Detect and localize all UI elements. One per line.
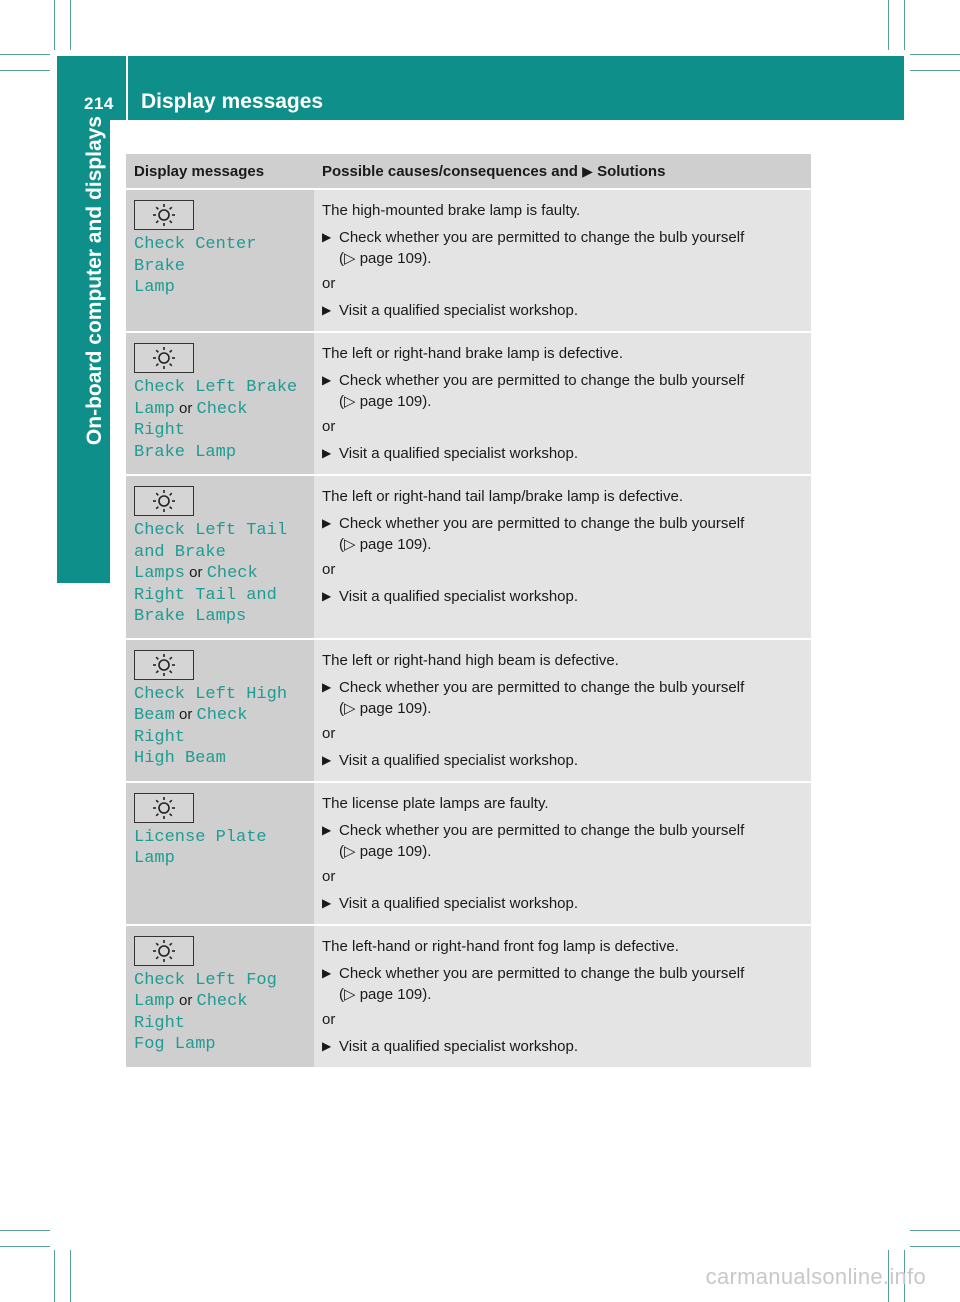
solution-step [322,750,803,771]
crop-mark [910,70,960,71]
display-message-line [134,542,306,564]
cause-text: The high-mounted brake lamp is faulty. [322,202,581,219]
solution-step [322,677,803,719]
message-text-segment: Lamps [134,564,186,583]
or-connector: or [185,564,207,581]
display-message-line [134,991,306,1034]
display-message-cell [126,332,314,475]
or-connector: or [174,706,197,723]
display-message-line [134,606,306,628]
message-text-segment: Check Left Fog [134,970,277,990]
display-message-line [134,563,306,585]
solution-cell [314,332,811,475]
table-row [126,639,811,782]
solution-cell [314,925,811,1068]
crop-mark [0,54,50,55]
crop-mark [70,0,71,50]
display-message-line [134,520,306,542]
page-header [57,56,904,120]
message-text-segment: Check Right [134,992,248,1033]
display-message-cell [126,475,314,639]
page-reference-link[interactable]: (▷ page 109). [339,536,432,553]
message-text-segment: and Brake [134,542,226,562]
page-reference-link[interactable]: (▷ page 109). [339,985,432,1003]
step-text: Check whether you are permitted to change the bulb yourself [339,515,745,532]
crop-mark [910,1230,960,1231]
message-text-segment: Check [206,564,258,583]
or-text: or [322,275,336,292]
step-arrow-icon: ▶ [322,679,332,694]
cause-text: The left or right-hand high beam is defective. [322,651,619,669]
or-text: or [322,418,336,435]
display-message-line [134,684,306,706]
bulb-icon [134,343,194,373]
step-text: Visit a qualified specialist workshop. [339,751,579,769]
step-arrow-icon: ▶ [322,230,332,244]
bulb-icon [134,200,194,230]
step-text: Check whether you are permitted to change the bulb yourself [339,821,745,839]
crop-mark [888,0,889,50]
display-message-line [134,748,306,770]
or-connector: or [174,399,197,417]
or-text: or [322,867,336,885]
display-message-line [134,705,306,748]
table-row [126,925,811,1068]
message-text-segment: Check Center Brake [134,235,257,276]
chapter-title: On-board computer and displays [83,116,106,446]
page-title: Display messages [141,90,324,113]
cause-text: The left or right-hand tail lamp/brake lamp is defective. [322,488,684,505]
bulb-icon-graphic [152,489,176,513]
step-text: Visit a qualified specialist workshop. [339,302,579,319]
crop-mark [70,1250,71,1302]
cause-text: The license plate lamps are faulty. [322,794,549,812]
crop-mark [0,70,50,71]
message-text-segment: Check Left Tail [134,521,288,540]
crop-mark [0,1230,50,1231]
solution-step [322,1036,803,1057]
display-message-text [134,827,306,870]
step-text: Check whether you are permitted to change the bulb yourself [339,964,745,982]
display-message-text [134,234,306,299]
solution-cell [314,475,811,639]
or-connector: or [174,992,197,1009]
table-header-row [126,154,811,189]
column-header-messages: Display messages [126,154,314,189]
display-message-line [134,442,306,464]
bulb-icon [134,936,194,966]
step-arrow-icon: ▶ [322,516,332,530]
display-message-line [134,234,306,277]
solution-step [322,227,803,269]
display-message-cell [126,639,314,782]
crop-mark [910,54,960,55]
display-message-line [134,585,306,607]
bulb-icon-graphic [152,203,176,227]
display-message-text [134,520,306,628]
solution-cell [314,639,811,782]
step-text: Visit a qualified specialist workshop. [339,588,579,605]
bulb-icon-graphic [152,939,176,963]
solution-step [322,893,803,914]
bulb-icon-graphic [152,653,176,677]
table-row [126,475,811,639]
solution-step [322,513,803,555]
step-text: Check whether you are permitted to change the bulb yourself [339,229,745,246]
solution-step [322,820,803,862]
message-text-segment: Check Left High [134,684,288,704]
message-text-segment: Check Right [134,706,248,747]
step-arrow-icon: ▶ [322,446,332,460]
or-text: or [322,1010,336,1028]
table-row [126,332,811,475]
column-header-solutions [314,154,811,189]
display-message-line [134,277,306,299]
step-text: Visit a qualified specialist workshop. [339,445,579,462]
bulb-icon-graphic [152,796,176,820]
step-arrow-icon: ▶ [322,373,332,387]
crop-mark [54,1250,55,1302]
display-message-line [134,1034,306,1056]
bulb-icon [134,486,194,516]
solution-cell [314,189,811,332]
display-message-line [134,399,306,442]
display-message-text [134,970,306,1056]
watermark: carmanualsonline.info [705,1264,926,1289]
display-message-text [134,684,306,770]
step-text: Visit a qualified specialist workshop. [339,1037,579,1055]
cause-text: The left-hand or right-hand front fog lamp is defective. [322,937,679,955]
display-message-cell [126,189,314,332]
step-arrow-icon: ▶ [322,303,332,317]
or-text: or [322,561,336,578]
display-message-line [134,970,306,992]
column-header-solutions-post: Solutions [597,162,666,180]
message-text-segment: Check Left Brake [134,378,298,397]
step-arrow-icon: ▶ [322,895,332,910]
solution-step [322,443,803,464]
arrow-icon: ▶ [582,162,593,179]
solution-step [322,300,803,321]
bulb-icon [134,793,194,823]
step-text: Check whether you are permitted to change the bulb yourself [339,678,745,696]
page-reference-link[interactable]: (▷ page 109). [339,393,432,410]
step-text: Check whether you are permitted to change the bulb yourself [339,372,745,389]
message-text-segment: Beam [134,706,175,725]
message-text-segment: Lamp [134,992,175,1011]
or-text: or [322,724,336,742]
message-text-segment: Brake Lamp [134,442,237,462]
page-reference-link[interactable]: (▷ page 109). [339,699,432,717]
solution-step [322,963,803,1005]
bulb-icon [134,650,194,680]
page-reference-link[interactable]: (▷ page 109). [339,250,432,267]
crop-mark [904,0,905,50]
crop-mark [0,1246,50,1247]
bulb-icon-graphic [152,346,176,370]
display-message-text [134,377,306,463]
header-divider [126,56,128,120]
display-message-line [134,827,306,870]
display-messages-table [126,154,811,1069]
message-text-segment: License Plate Lamp [134,827,267,868]
solution-step [322,370,803,412]
table-row [126,782,811,925]
message-text-segment: Fog Lamp [134,1035,216,1054]
message-text-segment: High Beam [134,749,226,768]
step-arrow-icon: ▶ [322,752,332,767]
step-arrow-icon: ▶ [322,589,332,603]
message-text-segment: Right Tail and [134,585,277,605]
message-text-segment: Lamp [134,399,175,419]
column-header-solutions-pre: Possible causes/consequences and [322,162,578,180]
message-text-segment: Lamp [134,278,175,297]
crop-mark [910,1246,960,1247]
solution-cell [314,782,811,925]
display-message-cell [126,782,314,925]
step-text: Visit a qualified specialist workshop. [339,894,579,912]
message-text-segment: Brake Lamps [134,607,247,626]
cause-text: The left or right-hand brake lamp is defective. [322,345,623,362]
page-reference-link[interactable]: (▷ page 109). [339,842,432,860]
solution-step [322,586,803,607]
display-message-cell [126,925,314,1068]
crop-mark [54,0,55,50]
table-row [126,189,811,332]
message-text-segment: Check Right [134,399,248,440]
step-arrow-icon: ▶ [322,1038,332,1053]
display-message-line [134,377,306,399]
page-number: 214 [84,94,114,113]
step-arrow-icon: ▶ [322,965,332,980]
step-arrow-icon: ▶ [322,822,332,837]
